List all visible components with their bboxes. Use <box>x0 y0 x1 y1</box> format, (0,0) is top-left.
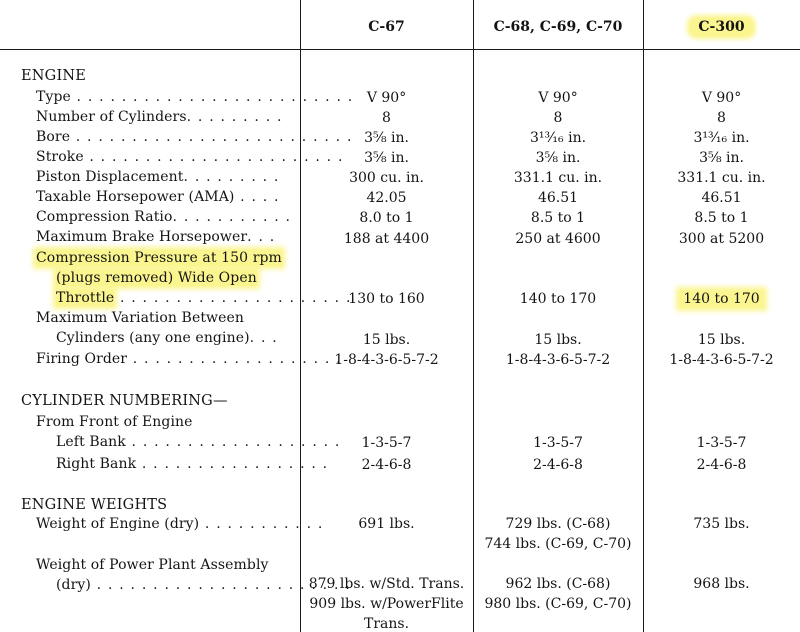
cell: 250 at 4600 <box>515 231 601 247</box>
cell: 15 lbs. <box>534 332 582 348</box>
cell: 8.5 to 1 <box>530 210 586 226</box>
cell: 188 at 4400 <box>343 231 430 247</box>
cell: 300 cu. in. <box>349 170 424 186</box>
cell: 1-8-4-3-6-5-7-2 <box>334 352 439 368</box>
cell: V 90° <box>366 90 407 106</box>
column-header-c68: C-68, C-69, C-70 <box>493 19 623 35</box>
row-label-left-bank: Left Bank . . . . . . . . . . . . . . . . . . . <box>56 434 341 450</box>
cell: 300 at 5200 <box>678 231 765 247</box>
row-label-firing-order: Firing Order . . . . . . . . . . . . . . . . . . . <box>36 351 342 367</box>
cell-highlighted: 140 to 170 <box>643 289 800 309</box>
cell: 130 to 160 <box>348 291 425 307</box>
cell: 879 lbs. w/Std. Trans. <box>308 576 465 592</box>
row-label-from-front: From Front of Engine <box>36 414 193 430</box>
row-label-right-bank: Right Bank . . . . . . . . . . . . . . . . . <box>56 456 329 472</box>
section-engine-weights: ENGINE WEIGHTS <box>21 497 168 513</box>
row-label-max-variation-line2: Cylinders (any one engine). . . <box>56 330 278 346</box>
cell: 980 lbs. (C-69, C-70) <box>484 596 632 612</box>
cell: 3⅝ in. <box>364 150 409 166</box>
cell: 8.0 to 1 <box>359 210 414 226</box>
cell: V 90° <box>538 90 578 106</box>
section-cylinder-numbering: CYLINDER NUMBERING— <box>21 393 228 409</box>
cell: 3¹³⁄₁₆ in. <box>529 130 587 146</box>
row-label-type: Type . . . . . . . . . . . . . . . . . . . . . . . . . <box>36 89 354 105</box>
cell: 729 lbs. (C-68) <box>505 516 611 532</box>
column-header-c300: C-300 <box>643 19 800 35</box>
cell: 8 <box>717 110 726 126</box>
cell: 15 lbs. <box>362 332 411 348</box>
cell: 8 <box>382 110 391 126</box>
row-label-max-brake-hp: Maximum Brake Horsepower. . . <box>36 229 276 245</box>
section-engine: ENGINE <box>21 68 87 84</box>
row-label-power-plant-line1: Weight of Power Plant Assembly <box>36 557 269 573</box>
cell: 140 to 170 <box>519 291 597 307</box>
row-label-stroke: Stroke . . . . . . . . . . . . . . . . . . . . . . . <box>36 149 344 165</box>
cell: 1-3-5-7 <box>696 435 747 451</box>
cell: 744 lbs. (C-69, C-70) <box>484 536 632 552</box>
column-header-c67: C-67 <box>368 19 405 35</box>
cell: 15 lbs. <box>697 332 746 348</box>
row-label-cylinders: Number of Cylinders. . . . . . . . . <box>36 109 283 125</box>
row-label-displacement: Piston Displacement. . . . . . . . . <box>36 169 280 185</box>
cell: Trans. <box>363 616 410 632</box>
cell: 46.51 <box>537 190 579 206</box>
row-label-max-variation-line1: Maximum Variation Between <box>36 310 245 326</box>
cell: 2-4-6-8 <box>361 457 412 473</box>
cell: 2-4-6-8 <box>533 457 583 473</box>
cell: 46.51 <box>701 190 742 206</box>
cell: 3⅝ in. <box>364 130 409 146</box>
cell: 962 lbs. (C-68) <box>505 576 611 592</box>
row-label-engine-weight: Weight of Engine (dry) . . . . . . . . . . . <box>36 516 324 532</box>
cell: 2-4-6-8 <box>696 457 747 473</box>
row-label-compression-pressure-line1: Compression Pressure at 150 rpm <box>36 250 282 266</box>
cell: 8 <box>553 110 563 126</box>
cell: 1-3-5-7 <box>533 435 583 451</box>
cell: 1-8-4-3-6-5-7-2 <box>669 352 774 368</box>
cell: 968 lbs. <box>693 576 750 592</box>
cell: 3¹³⁄₁₆ in. <box>693 130 750 146</box>
cell: 1-8-4-3-6-5-7-2 <box>505 352 611 368</box>
cell: 3⅝ in. <box>699 150 744 166</box>
cell: 8.5 to 1 <box>694 210 749 226</box>
row-label-compression-pressure-line3: Throttle . . . . . . . . . . . . . . . . . . . . . <box>56 290 352 306</box>
cell: V 90° <box>701 90 742 106</box>
row-label-compression-ratio: Compression Ratio. . . . . . . . . . . <box>36 209 292 225</box>
cell: 331.1 cu. in. <box>513 170 603 186</box>
cell: 735 lbs. <box>693 516 750 532</box>
row-label-power-plant-line2: (dry) . . . . . . . . . . . . . . . . . . . . . . . <box>56 577 351 593</box>
cell: 1-3-5-7 <box>361 435 412 451</box>
cell: 691 lbs. <box>358 516 415 532</box>
cell: 909 lbs. w/PowerFlite <box>309 596 464 612</box>
row-label-compression-pressure-line2: (plugs removed) Wide Open <box>56 270 257 286</box>
header-divider <box>0 49 800 50</box>
cell: 331.1 cu. in. <box>677 170 766 186</box>
cell: 3⅝ in. <box>535 150 581 166</box>
row-label-taxable-hp: Taxable Horsepower (AMA) . . . . <box>36 189 280 205</box>
cell: 42.05 <box>366 190 407 206</box>
row-label-bore: Bore . . . . . . . . . . . . . . . . . . . . . . . . . <box>36 129 353 145</box>
